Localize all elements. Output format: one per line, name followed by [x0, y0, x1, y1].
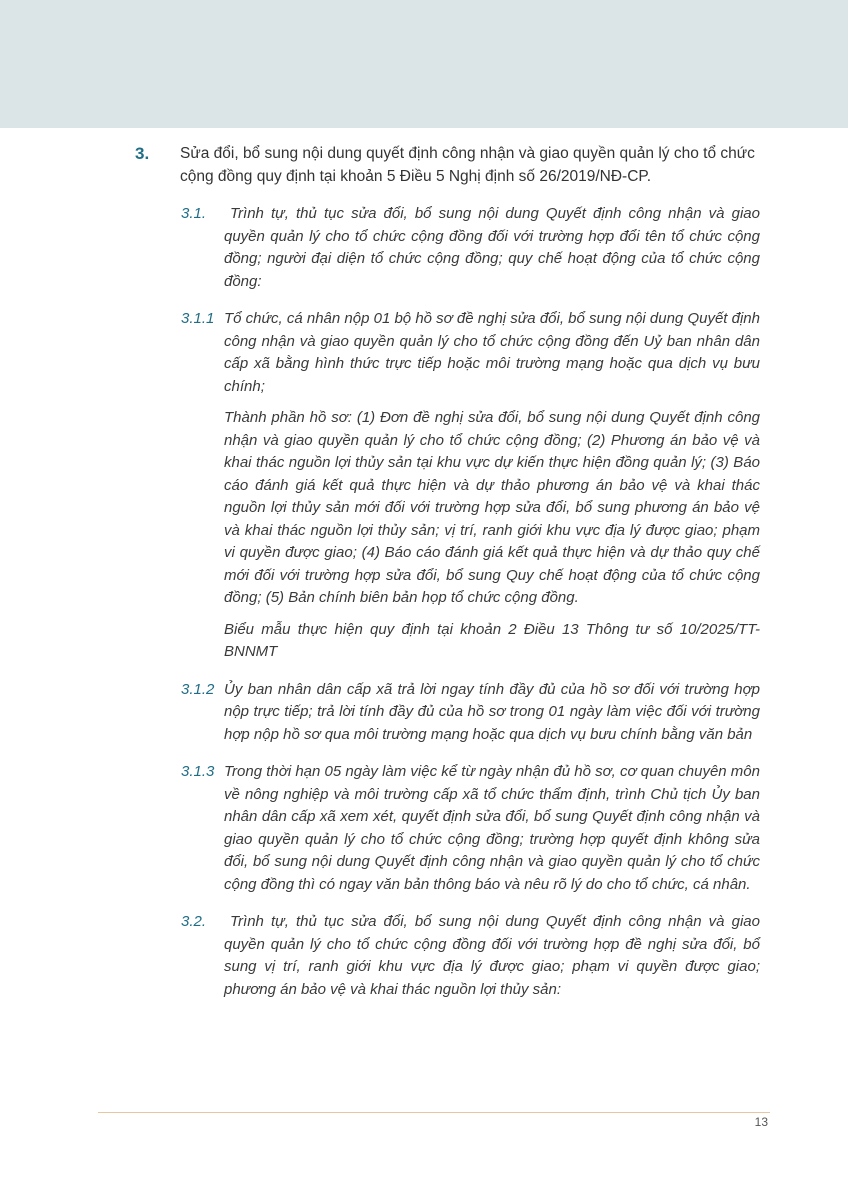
header-band	[0, 0, 848, 128]
subsection-3-1-1	[181, 308, 760, 664]
subsection-3-1-3	[181, 761, 760, 896]
subsection-number: 3.2.	[181, 913, 207, 930]
subsection-3-2	[181, 911, 760, 1001]
section-heading	[135, 142, 760, 188]
subsection-number: 3.1.2	[181, 680, 215, 698]
subsection-3-1-2	[181, 679, 760, 747]
subsection-number: 3.1.3	[181, 763, 215, 780]
subsection-text: Trong thời hạn 05 ngày làm việc kể từ ngày nhận đủ hồ sơ, cơ quan chuyên môn về nông nghiệp và môi trường cấp xã tổ chức thẩm định, trình Chủ tịch Ủy ban nhân dân cấp xã xem xét, quyết định sửa đổi, bổ sung Quyết định công nhận và giao quyền quản lý cho tổ chức cộng đồng; trường hợp quyết định không sửa đổi, bổ sung nội dung Quyết định công nhận và giao quyền quản lý cho tổ chức cộng đồng thì có ngay văn bản thông báo và nêu rõ lý do cho tổ chức, cá nhân.	[224, 763, 760, 893]
subsection-text: Tổ chức, cá nhân nộp 01 bộ hồ sơ đề nghị sửa đổi, bổ sung nội dung Quyết định công nhận và giao quyền quản lý cho tổ chức cộng đồng đến Uỷ ban nhân dân cấp xã bằng hình thức trực tiếp hoặc môi trường mạng hoặc qua dịch vụ bưu chính;	[224, 310, 760, 395]
forms-reference-text: Biểu mẫu thực hiện quy định tại khoản 2 Điều 13 Thông tư số 10/2025/TT-BNNMT	[224, 620, 760, 660]
dossier-components-text: Thành phần hồ sơ: (1) Đơn đề nghị sửa đổi, bổ sung nội dung Quyết định công nhận và giao quyền quản lý cho tổ chức cộng đồng; (2) Phương án bảo vệ và khai thác nguồn lợi thủy sản tại khu vực dự kiến thực hiện đồng quản lý; (3) Báo cáo đánh giá kết quả thực hiện và dự thảo phương án bảo vệ và khai thác nguồn lợi thủy sản mới đối với trường hợp sửa đổi, bổ sung phương án bảo vệ và khai thác nguồn lợi thủy sản; vị trí, ranh giới khu vực địa lý được giao; phạm vi quyền được giao; (4) Báo cáo đánh giá kết quả thực hiện và dự thảo quy chế mới đối với trường hợp sửa đổi, bổ sung Quy chế hoạt động của tổ chức cộng đồng; (5) Bản chính biên bản họp tổ chức cộng đồng.	[224, 409, 760, 606]
subsection-text: Trình tự, thủ tục sửa đổi, bổ sung nội dung Quyết định công nhận và giao quyền quản lý cho tổ chức cộng đồng đối với trường hợp đề nghị sửa đổi, bổ sung vị trí, ranh giới khu vực địa lý được giao; phạm vi quyền được giao; phương án bảo vệ và khai thác nguồn lợi thủy sản:	[224, 913, 760, 998]
subsection-number: 3.1.	[181, 205, 207, 222]
subsection-number: 3.1.1	[181, 310, 215, 327]
subsection-text: Trình tự, thủ tục sửa đổi, bổ sung nội dung Quyết định công nhận và giao quyền quản lý cho tổ chức cộng đồng đối với trường hợp đổi tên tổ chức cộng đồng; người đại diện tổ chức cộng đồng; quy chế hoạt động của tổ chức cộng đồng:	[224, 205, 760, 290]
subsection-3-1	[181, 203, 760, 293]
document-body	[135, 142, 760, 1001]
footer-divider	[98, 1112, 770, 1113]
subsection-text: Ủy ban nhân dân cấp xã trả lời ngay tính đầy đủ của hồ sơ đối với trường hợp nộp trực tiếp; trả lời tính đầy đủ của hồ sơ trong 01 ngày làm việc đối với trường hợp nộp hồ sơ qua môi trường mạng hoặc qua dịch vụ bưu chính bằng văn bản	[224, 680, 760, 743]
page-number: 13	[754, 1115, 768, 1129]
section-number: 3.	[135, 144, 150, 163]
section-title: Sửa đổi, bổ sung nội dung quyết định công nhận và giao quyền quản lý cho tổ chức cộng đồng quy định tại khoản 5 Điều 5 Nghị định số 26/2019/NĐ-CP.	[180, 145, 755, 185]
